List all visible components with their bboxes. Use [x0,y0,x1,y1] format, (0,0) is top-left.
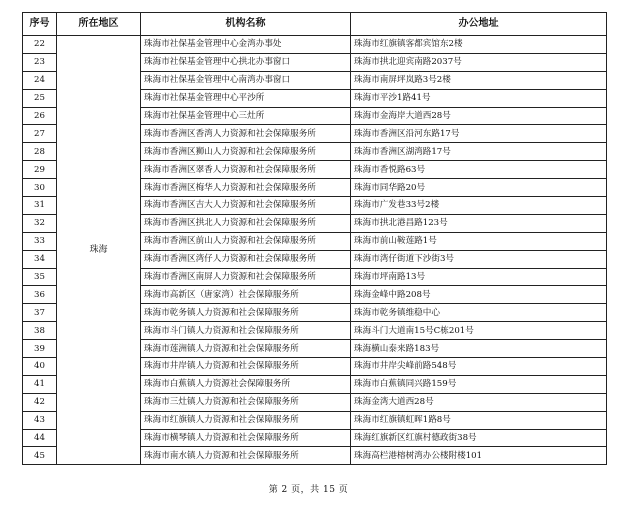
org-name-cell: 珠海市社保基金管理中心南湾办事窗口 [141,71,351,89]
row-index: 28 [23,143,57,161]
address-cell: 珠海横山泰来路183号 [351,340,607,358]
row-index: 38 [23,322,57,340]
org-name-cell: 珠海市斗门镇人力资源和社会保障服务所 [141,322,351,340]
row-index: 43 [23,411,57,429]
row-index: 42 [23,393,57,411]
row-index: 36 [23,286,57,304]
row-index: 44 [23,429,57,447]
row-index: 22 [23,36,57,54]
org-name-cell: 珠海市三灶镇人力资源和社会保障服务所 [141,393,351,411]
header-org-name: 机构名称 [141,13,351,36]
org-name-cell: 珠海市社保基金管理中心三灶所 [141,107,351,125]
address-cell: 珠海市拱北港昌路123号 [351,214,607,232]
row-index: 41 [23,375,57,393]
address-cell: 珠海市白蕉镇同兴路159号 [351,375,607,393]
org-name-cell: 珠海市社保基金管理中心平沙所 [141,89,351,107]
address-cell: 珠海市乾务镇维稳中心 [351,304,607,322]
row-index: 34 [23,250,57,268]
org-name-cell: 珠海市井岸镇人力资源和社会保障服务所 [141,358,351,376]
org-name-cell: 珠海市香洲区南屏人力资源和社会保障服务所 [141,268,351,286]
org-name-cell: 珠海市香洲区吉大人力资源和社会保障服务所 [141,197,351,215]
org-name-cell: 珠海市香洲区梅华人力资源和社会保障服务所 [141,179,351,197]
area-cell: 珠海 [57,36,141,465]
org-name-cell: 珠海市香洲区翠香人力资源和社会保障服务所 [141,161,351,179]
row-index: 26 [23,107,57,125]
org-name-cell: 珠海市社保基金管理中心拱北办事窗口 [141,53,351,71]
address-cell: 珠海市南屏坪岚路3号2楼 [351,71,607,89]
header-address: 办公地址 [351,13,607,36]
row-index: 33 [23,232,57,250]
address-cell: 珠海市井岸尖峰前路548号 [351,358,607,376]
org-name-cell: 珠海市白蕉镇人力资源社会保障服务所 [141,375,351,393]
row-index: 45 [23,447,57,465]
address-cell: 珠海市红旗镇虹晖1路8号 [351,411,607,429]
org-name-cell: 珠海市高新区（唐家湾）社会保障服务所 [141,286,351,304]
table-header-row [23,13,607,36]
org-name-cell: 珠海市香洲区狮山人力资源和社会保障服务所 [141,143,351,161]
org-name-cell: 珠海市香洲区香湾人力资源和社会保障服务所 [141,125,351,143]
address-cell: 珠海市香洲区沿河东路17号 [351,125,607,143]
row-index: 29 [23,161,57,179]
page-footer: 第 2 页，共 15 页 [268,485,349,495]
header-index: 序号 [23,13,57,36]
row-index: 37 [23,304,57,322]
row-index: 30 [23,179,57,197]
org-name-cell: 珠海市南水镇人力资源和社会保障服务所 [141,447,351,465]
org-name-cell: 珠海市莲洲镇人力资源和社会保障服务所 [141,340,351,358]
org-name-cell: 珠海市香洲区前山人力资源和社会保障服务所 [141,232,351,250]
org-name-cell: 珠海市社保基金管理中心金湾办事处 [141,36,351,54]
address-cell: 珠海市坪南路13号 [351,268,607,286]
address-cell: 珠海市拱北迎宾南路2037号 [351,53,607,71]
row-index: 39 [23,340,57,358]
address-cell: 珠海斗门大道南15号C栋201号 [351,322,607,340]
address-cell: 珠海红旗新区红旗村德政街38号 [351,429,607,447]
row-index: 32 [23,214,57,232]
org-name-cell: 珠海市香洲区湾仔人力资源和社会保障服务所 [141,250,351,268]
table-row [23,36,607,54]
address-cell: 珠海市前山鞍莲路1号 [351,232,607,250]
address-cell: 珠海市金海岸大道西28号 [351,107,607,125]
row-index: 40 [23,358,57,376]
address-cell: 珠海金湾大道西28号 [351,393,607,411]
row-index: 23 [23,53,57,71]
org-name-cell: 珠海市香洲区拱北人力资源和社会保障服务所 [141,214,351,232]
address-cell: 珠海市红旗镇客都宾馆东2楼 [351,36,607,54]
service-location-table [22,12,607,465]
org-name-cell: 珠海市红旗镇人力资源和社会保障服务所 [141,411,351,429]
row-index: 31 [23,197,57,215]
address-cell: 珠海金峰中路208号 [351,286,607,304]
org-name-cell: 珠海市横琴镇人力资源和社会保障服务所 [141,429,351,447]
address-cell: 珠海市湾仔街道下沙街3号 [351,250,607,268]
row-index: 24 [23,71,57,89]
address-cell: 珠海市同华路20号 [351,179,607,197]
header-area: 所在地区 [57,13,141,36]
address-cell: 珠海市香悦路63号 [351,161,607,179]
address-cell: 珠海市广发巷33号2楼 [351,197,607,215]
address-cell: 珠海市平沙1路41号 [351,89,607,107]
address-cell: 珠海高栏港榕树湾办公楼附楼101 [351,447,607,465]
row-index: 25 [23,89,57,107]
table-body [23,36,607,465]
org-name-cell: 珠海市乾务镇人力资源和社会保障服务所 [141,304,351,322]
address-cell: 珠海市香洲区湖湾路17号 [351,143,607,161]
row-index: 35 [23,268,57,286]
row-index: 27 [23,125,57,143]
document-page [22,12,606,465]
